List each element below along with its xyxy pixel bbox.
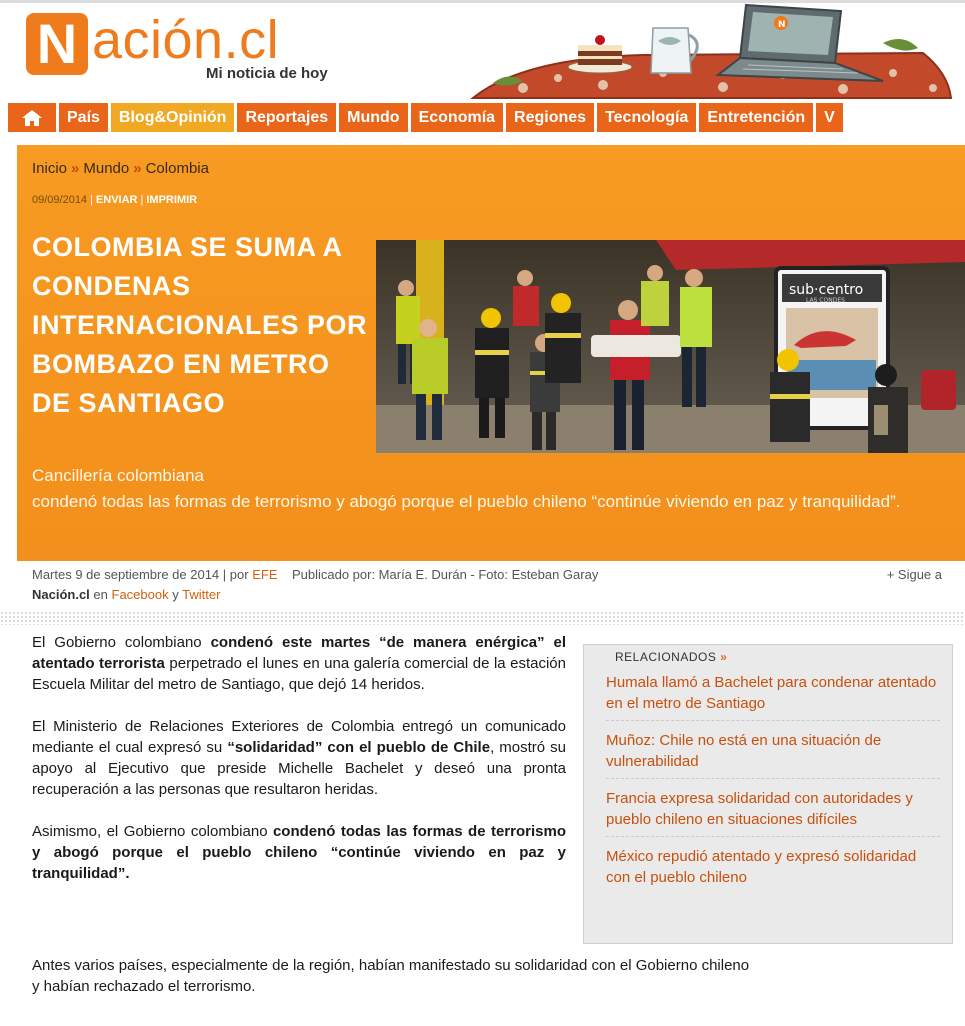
related-list bbox=[606, 669, 940, 900]
logo-tagline: Mi noticia de hoy bbox=[206, 65, 328, 82]
breadcrumb-separator: » bbox=[71, 160, 80, 177]
paragraph: Asimismo, el Gobierno colombiano condenó todas las formas de terrorismo y abogó porque el pueblo chileno “continúe viviendo en paz y tranquilidad”. bbox=[32, 823, 566, 882]
article-byline: Martes 9 de septiembre de 2014 | por EFE Publicado por: María E. Durán - Foto: Esteban Garay + Sigue a Nación.cl en Facebook y Twitter bbox=[32, 567, 942, 602]
nav-item-pais[interactable]: País bbox=[59, 103, 108, 132]
photo-sign-subtext: LAS CONDES bbox=[806, 297, 845, 304]
print-link[interactable]: IMPRIMIR bbox=[146, 194, 198, 206]
byline-en: en bbox=[93, 587, 108, 602]
byline-agency[interactable]: EFE bbox=[252, 567, 278, 582]
paragraph: El Gobierno colombiano condenó este martes “de manera enérgica” el atentado terrorista perpetrado el lunes en una galería comercial de la estación Escuela Militar del metro de Santiago, que dejó 14 heridos. bbox=[32, 634, 566, 693]
article-subhead bbox=[32, 463, 932, 515]
article-meta: 09/09/2014 | ENVIAR | IMPRIMIR bbox=[32, 194, 198, 206]
article-photo bbox=[376, 240, 965, 453]
nav-item-truncated[interactable]: V bbox=[816, 103, 843, 132]
nav-item-reportajes[interactable]: Reportajes bbox=[237, 103, 336, 132]
byline-date: Martes 9 de septiembre de 2014 bbox=[32, 567, 220, 582]
article-headline: COLOMBIA SE SUMA A CONDENAS INTERNACIONALES POR BOMBAZO EN METRO DE SANTIAGO bbox=[32, 232, 368, 418]
subhead-line-2: condenó todas las formas de terrorismo y abogó porque el pueblo chileno “continúe viviendo en paz y tranquilidad”. bbox=[32, 492, 901, 511]
article-hero bbox=[17, 145, 965, 561]
subhead-line-1: Cancillería colombiana bbox=[32, 466, 204, 485]
related-box bbox=[583, 644, 953, 944]
nav-item-entretencion[interactable]: Entretención bbox=[699, 103, 813, 132]
dotted-divider bbox=[0, 611, 965, 625]
related-link[interactable]: Francia expresa solidaridad con autoridades y pueblo chileno en situaciones difíciles bbox=[606, 785, 940, 837]
nav-item-regiones[interactable]: Regiones bbox=[506, 103, 594, 132]
site-header bbox=[0, 3, 965, 100]
paragraph: El Ministerio de Relaciones Exteriores de Colombia entregó un comunicado mediante el cual expresó su “solidaridad” con el pueblo de Chile, mostró su apoyo al Ejecutivo que preside Michelle Bachelet y deseó una pronta recuperación a las personas que resultaron heridas. bbox=[32, 718, 566, 798]
svg-text:N: N bbox=[778, 20, 786, 30]
home-icon bbox=[21, 109, 43, 127]
nav-item-blog-opinion[interactable]: Blog&Opinión bbox=[111, 103, 235, 132]
send-link[interactable]: ENVIAR bbox=[95, 194, 138, 206]
breadcrumb-inicio[interactable]: Inicio bbox=[32, 160, 68, 177]
nav-item-tecnologia[interactable]: Tecnología bbox=[597, 103, 696, 132]
twitter-link[interactable]: Twitter bbox=[182, 587, 221, 602]
related-link[interactable]: Muñoz: Chile no está en una situación de vulnerabilidad bbox=[606, 727, 940, 779]
byline-por: por bbox=[229, 567, 249, 582]
related-link[interactable]: México repudió atentado y expresó solidaridad con el pueblo chileno bbox=[606, 848, 917, 886]
byline-published: Publicado por: María E. Durán - Foto: Esteban Garay bbox=[291, 567, 599, 582]
nav-home[interactable] bbox=[8, 103, 56, 132]
nav-item-mundo[interactable]: Mundo bbox=[339, 103, 407, 132]
breadcrumb-separator: » bbox=[133, 160, 142, 177]
nav-item-economia[interactable]: Economía bbox=[411, 103, 503, 132]
byline-follow: + Sigue a bbox=[886, 567, 942, 582]
header-illustration bbox=[463, 3, 953, 100]
site-logo[interactable] bbox=[26, 10, 366, 83]
facebook-link[interactable]: Facebook bbox=[111, 587, 169, 602]
related-link[interactable]: Humala llamó a Bachelet para condenar atentado en el metro de Santiago bbox=[606, 669, 940, 721]
logo-text: ación.cl bbox=[92, 10, 280, 70]
breadcrumb-mundo[interactable]: Mundo bbox=[83, 160, 130, 177]
related-title: RELACIONADOS » bbox=[615, 650, 728, 664]
paragraph: Antes varios países, especialmente de la región, habían manifestado su solidaridad con el Gobierno chileno y habían rechazado el terrorismo. bbox=[32, 957, 750, 995]
main-nav bbox=[0, 103, 965, 132]
breadcrumb-colombia[interactable]: Colombia bbox=[145, 160, 209, 177]
article-date: 09/09/2014 bbox=[32, 194, 88, 206]
article-body bbox=[32, 632, 566, 905]
logo-letter: N bbox=[26, 13, 88, 75]
byline-site: Nación.cl bbox=[32, 587, 90, 602]
byline-y: y bbox=[172, 587, 179, 602]
photo-sign-text: sub·centro bbox=[789, 282, 864, 298]
breadcrumb bbox=[32, 160, 209, 177]
